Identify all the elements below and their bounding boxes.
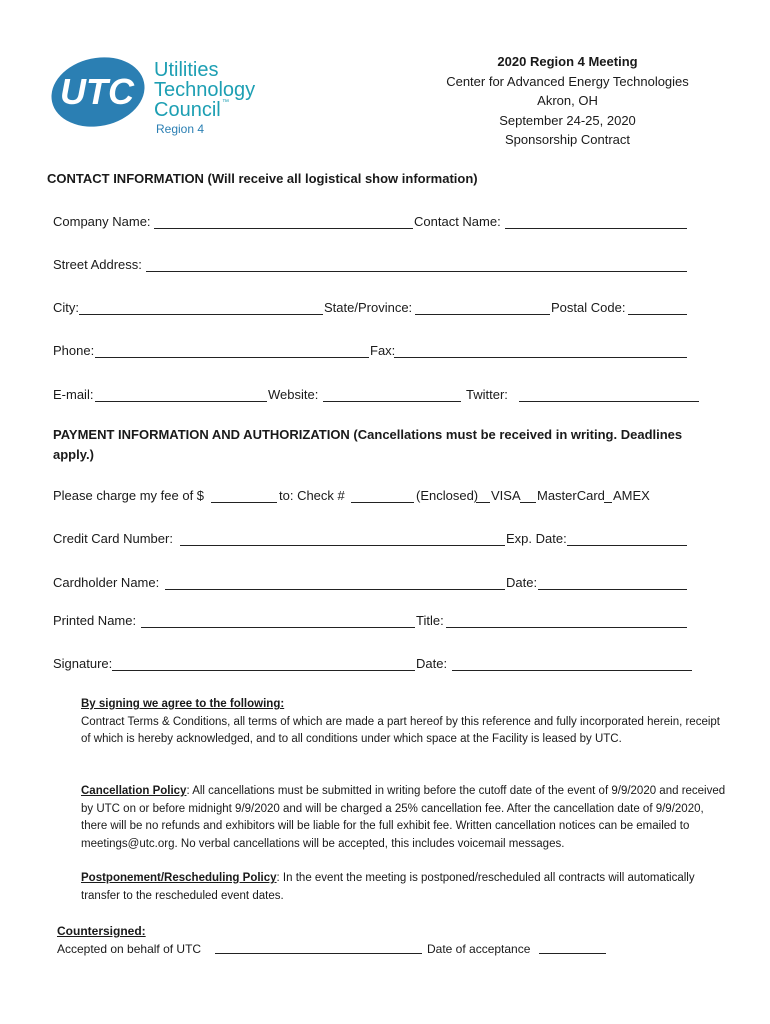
payment-heading (53, 425, 713, 465)
acceptance-date-field[interactable] (539, 953, 606, 954)
postponement-heading: Postponement/Rescheduling Policy (81, 872, 277, 884)
state-field[interactable] (415, 314, 550, 315)
state-label: State/Province: (324, 300, 413, 315)
website-label: Website: (268, 387, 319, 402)
countersigned-section (57, 922, 657, 958)
city-label: City: (53, 300, 79, 315)
exp-date-field[interactable] (567, 545, 687, 546)
company-label: Company Name: (53, 214, 151, 229)
twitter-field[interactable] (519, 401, 699, 402)
cc-row (53, 531, 693, 551)
city-row (53, 300, 693, 320)
logo-line2: Technology (154, 79, 256, 101)
event-city: Akron, OH (537, 93, 598, 108)
fee-amount-field[interactable] (211, 502, 277, 503)
utc-signature-field[interactable] (215, 953, 422, 954)
phone-field[interactable] (95, 357, 369, 358)
signature-label: Signature: (53, 656, 113, 671)
agree-heading: By signing we agree to the following: (81, 698, 285, 710)
utc-logo-mark (50, 52, 265, 140)
printed-name-label: Printed Name: (53, 613, 137, 628)
title-field[interactable] (446, 627, 687, 628)
city-field[interactable] (79, 314, 323, 315)
countersigned-heading: Countersigned: (57, 924, 146, 938)
logo-region: Region 4 (156, 122, 205, 136)
event-title: 2020 Region 4 Meeting (497, 54, 638, 69)
street-row (53, 257, 693, 277)
logo-line1: Utilities (154, 59, 219, 81)
cancellation-heading: Cancellation Policy (81, 785, 187, 797)
company-field[interactable] (154, 228, 413, 229)
date-field[interactable] (538, 589, 687, 590)
amex-checkbox[interactable] (604, 502, 612, 503)
logo-tm: ™ (222, 99, 229, 106)
charge-label: Please charge my fee of $ (53, 488, 205, 503)
logo-mark-text: UTC (60, 71, 134, 112)
acceptance-date-label: Date of acceptance (427, 942, 531, 956)
enclosed-label: (Enclosed) (416, 488, 479, 503)
contact-name-label: Contact Name: (414, 214, 501, 229)
signature-row (53, 656, 698, 676)
email-row (53, 387, 703, 407)
date-label: Date: (506, 575, 538, 590)
postponement-text: : In the event the meeting is postponed/rescheduled all contracts will automatically transfer to the rescheduled event dates. (81, 872, 695, 902)
twitter-label: Twitter: (466, 387, 508, 402)
signature-field[interactable] (112, 670, 415, 671)
postal-label: Postal Code: (551, 300, 626, 315)
exp-date-label: Exp. Date: (506, 531, 567, 546)
printed-name-field[interactable] (141, 627, 415, 628)
cardholder-field[interactable] (165, 589, 505, 590)
visa-checkbox[interactable] (476, 502, 490, 503)
email-label: E-mail: (53, 387, 94, 402)
cc-number-label: Credit Card Number: (53, 531, 173, 546)
accepted-label: Accepted on behalf of UTC (57, 942, 202, 956)
phone-label: Phone: (53, 343, 95, 358)
street-field[interactable] (146, 271, 687, 272)
title-label: Title: (416, 613, 444, 628)
agree-text: Contract Terms & Conditions, all terms of which are made a part hereof by this reference and fully incorporated herein, receipt of which is hereby acknowledged, and to all conditions under which space at the Facility is leased by UTC. (81, 715, 720, 745)
logo-line3: Council (154, 99, 221, 121)
document-type: Sponsorship Contract (504, 132, 630, 147)
utc-logo (50, 52, 265, 140)
contact-name-field[interactable] (505, 228, 687, 229)
visa-label: VISA (491, 488, 521, 503)
email-field[interactable] (95, 401, 267, 402)
mastercard-checkbox[interactable] (520, 502, 536, 503)
signature-date-field[interactable] (452, 670, 692, 671)
contact-heading: CONTACT INFORMATION (Will receive all logistical show information) (47, 171, 478, 186)
cancellation-text: : All cancellations must be submitted in writing before the cutoff date of the event of 9/9/2020 and received by UTC on or before midnight 9/9/2020 and will be charged a 25% cancellation fee. After the cancellation date of 9/9/2020, there will be no refunds and exhibitors will be liable for the full exhibit fee. Written cancellation notices can be emailed to meetings@utc.org. No verbal cancellations will be accepted, this includes voicemail messages. (81, 785, 726, 850)
phone-row (53, 343, 693, 363)
fax-label: Fax: (370, 343, 396, 358)
amex-label: AMEX (613, 488, 650, 503)
printed-row (53, 613, 693, 633)
event-header (400, 52, 735, 150)
accepted-row (57, 940, 657, 958)
cancellation-section (81, 783, 731, 853)
event-dates: September 24-25, 2020 (499, 112, 636, 128)
charge-row (53, 488, 693, 508)
cc-number-field[interactable] (180, 545, 505, 546)
payment-heading-line1: PAYMENT INFORMATION AND AUTHORIZATION (Cancellations must be received in writing. Deadlines (53, 427, 683, 442)
cardholder-row (53, 575, 693, 595)
payment-heading-line2: apply.) (53, 447, 94, 462)
event-org: Center for Advanced Energy Technologies (446, 73, 689, 89)
signature-date-label: Date: (416, 656, 448, 671)
postal-field[interactable] (628, 314, 687, 315)
company-row (53, 214, 693, 234)
fax-field[interactable] (394, 357, 687, 358)
check-label: to: Check # (279, 488, 345, 503)
website-field[interactable] (323, 401, 461, 402)
postponement-section (81, 870, 731, 905)
mastercard-label: MasterCard (537, 488, 605, 503)
check-number-field[interactable] (351, 502, 414, 503)
cardholder-label: Cardholder Name: (53, 575, 160, 590)
street-label: Street Address: (53, 257, 142, 272)
agree-section (81, 696, 731, 749)
